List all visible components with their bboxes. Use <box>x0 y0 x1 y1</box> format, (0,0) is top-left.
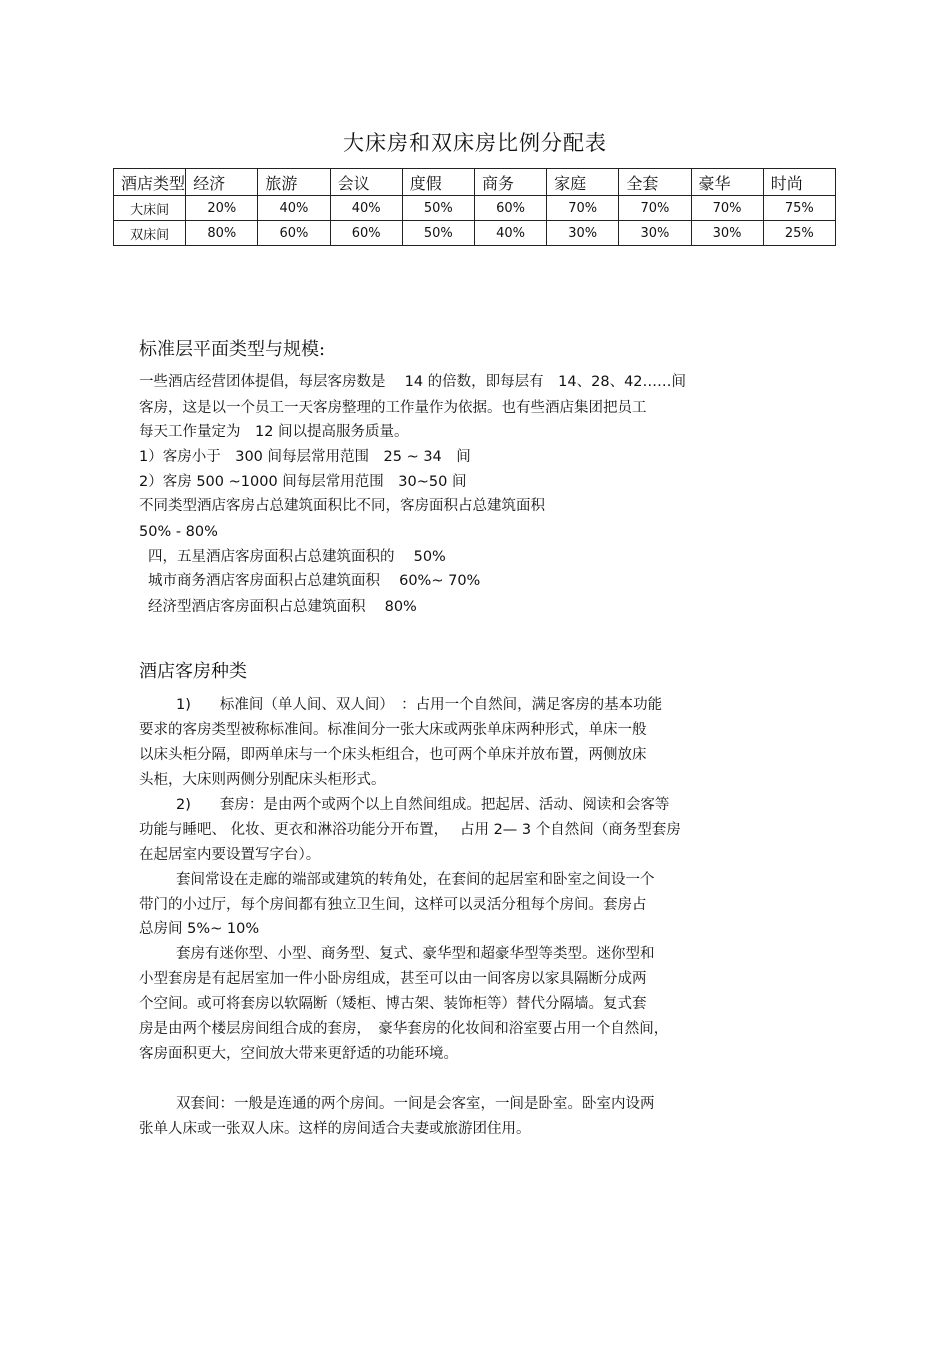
paragraph-line: 套间常设在走廊的端部或建筑的转角处，在套间的起居室和卧室之间设一个 <box>176 872 655 888</box>
table-row <box>114 196 836 221</box>
table-cell: 50% <box>402 221 474 246</box>
table-cell: 50% <box>402 196 474 221</box>
table-header-cell: 旅游 <box>258 169 330 196</box>
paragraph-line: 经济型酒店客房面积占总建筑面积 80% <box>148 599 417 615</box>
table-cell: 70% <box>547 196 619 221</box>
table-cell: 25% <box>763 221 835 246</box>
table-cell: 40% <box>330 196 402 221</box>
paragraph-line: 在起居室内要设置写字台）。 <box>139 847 321 863</box>
table-cell: 80% <box>186 221 258 246</box>
table-cell: 75% <box>763 196 835 221</box>
table-cell: 40% <box>474 221 546 246</box>
paragraph-line: 以床头柜分隔，即两单床与一个床头柜组合，也可两个单床并放布置，两侧放床 <box>139 747 647 763</box>
table-cell: 40% <box>258 196 330 221</box>
table-header-cell: 家庭 <box>547 169 619 196</box>
table-header-cell: 经济 <box>186 169 258 196</box>
table-cell: 60% <box>258 221 330 246</box>
paragraph-line: 城市商务酒店客房面积占总建筑面积 60%~ 70% <box>148 573 481 589</box>
table-cell: 20% <box>186 196 258 221</box>
table-cell: 70% <box>619 196 691 221</box>
room-ratio-table <box>113 168 836 246</box>
paragraph-line: 要求的客房类型被称标准间。标准间分一张大床或两张单床两种形式，单床一般 <box>139 722 647 738</box>
paragraph-line: 功能与睡吧、 化妆、更衣和淋浴功能分开布置， 占用 2— 3 个自然间（商务型套房 <box>139 822 681 838</box>
paragraph-line: 客房，这是以一个员工一天客房整理的工作量作为依据。也有些酒店集团把员工 <box>139 400 647 416</box>
paragraph-line: 套房有迷你型、小型、商务型、复式、豪华型和超豪华型等类型。迷你型和 <box>176 946 655 962</box>
section-heading-floor-plan: 标准层平面类型与规模: <box>139 339 326 360</box>
paragraph-line: 2）客房 500 ~1000 间每层常用范围 30~50 间 <box>139 474 467 490</box>
table-header-cell: 时尚 <box>763 169 835 196</box>
table-header-cell: 度假 <box>402 169 474 196</box>
table-row <box>114 221 836 246</box>
paragraph-line: 2) 套房：是由两个或两个以上自然间组成。把起居、活动、阅读和会客等 <box>176 797 670 813</box>
section-heading-room-types: 酒店客房种类 <box>139 661 247 682</box>
table-header-cell: 酒店类型 <box>114 169 186 196</box>
row-label: 双床间 <box>114 221 186 246</box>
paragraph-line: 小型套房是有起居室加一件小卧房组成，甚至可以由一间客房以家具隔断分成两 <box>139 971 647 987</box>
table-header-cell: 会议 <box>330 169 402 196</box>
table-cell: 30% <box>619 221 691 246</box>
paragraph-line: 张单人床或一张双人床。这样的房间适合夫妻或旅游团住用。 <box>139 1121 531 1137</box>
paragraph-line: 个空间。或可将套房以软隔断（矮柜、博古架、装饰柜等）替代分隔墙。复式套 <box>139 996 647 1012</box>
paragraph-line: 不同类型酒店客房占总建筑面积比不同，客房面积占总建筑面积 <box>139 498 545 514</box>
paragraph-line: 双套间：一般是连通的两个房间。一间是会客室，一间是卧室。卧室内设两 <box>176 1096 655 1112</box>
table-cell: 30% <box>547 221 619 246</box>
paragraph-line: 50% - 80% <box>139 524 218 540</box>
table-header-cell: 全套 <box>619 169 691 196</box>
paragraph-line: 客房面积更大，空间放大带来更舒适的功能环境。 <box>139 1046 458 1062</box>
paragraph-line: 一些酒店经营团体提倡，每层客房数是 14 的倍数，即每层有 14、28、42……间 <box>139 374 687 390</box>
table-cell: 60% <box>330 221 402 246</box>
table-header-cell: 豪华 <box>691 169 763 196</box>
paragraph-line: 四，五星酒店客房面积占总建筑面积的 50% <box>148 549 446 565</box>
paragraph-line: 每天工作量定为 12 间以提高服务质量。 <box>139 424 409 440</box>
paragraph-line: 1）客房小于 300 间每层常用范围 25 ~ 34 间 <box>139 449 471 465</box>
page-title: 大床房和双床房比例分配表 <box>343 131 607 155</box>
table-header-cell: 商务 <box>474 169 546 196</box>
paragraph-line: 总房间 5%~ 10% <box>139 921 260 937</box>
paragraph-line: 1) 标准间（单人间、双人间） ：占用一个自然间，满足客房的基本功能 <box>176 697 663 713</box>
table-header-row <box>114 169 836 196</box>
paragraph-line: 带门的小过厅，每个房间都有独立卫生间，这样可以灵活分租每个房间。套房占 <box>139 897 647 913</box>
table-cell: 60% <box>474 196 546 221</box>
table-cell: 70% <box>691 196 763 221</box>
paragraph-line: 房是由两个楼层房间组合成的套房， 豪华套房的化妆间和浴室要占用一个自然间， <box>139 1021 669 1037</box>
paragraph-line: 头柜，大床则两侧分别配床头柜形式。 <box>139 772 386 788</box>
row-label: 大床间 <box>114 196 186 221</box>
table-cell: 30% <box>691 221 763 246</box>
